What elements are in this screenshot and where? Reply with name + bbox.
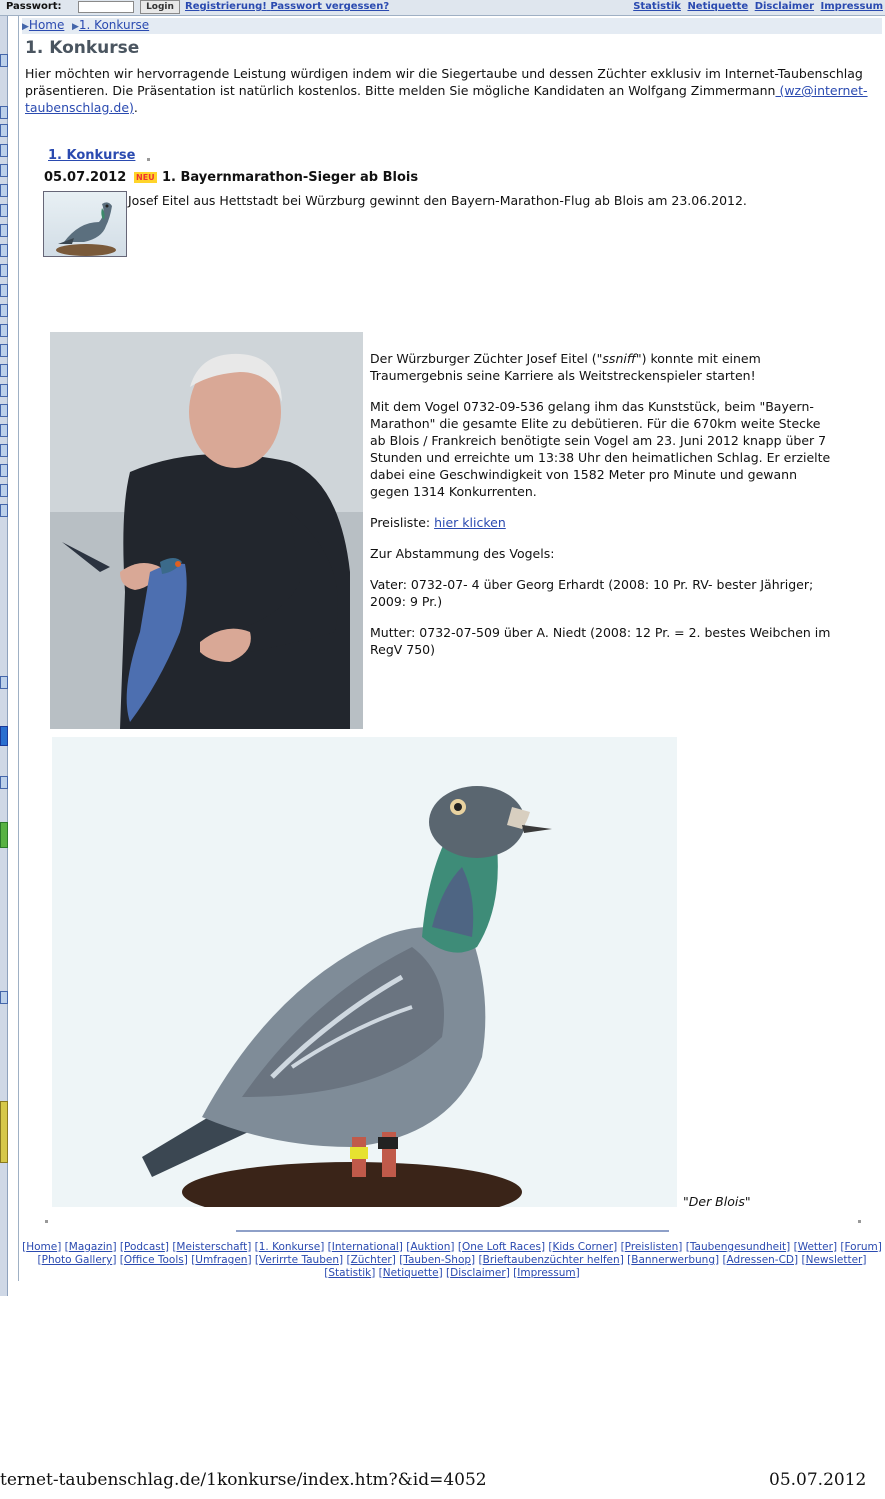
triangle-right-icon: ▶ <box>72 22 79 32</box>
breeder-with-pigeon-image <box>50 332 363 729</box>
footer-nav-link[interactable]: [Home] <box>22 1241 62 1253</box>
footer-nav-link[interactable]: [One Loft Races] <box>457 1241 546 1253</box>
article-text: Der Würzburger Züchter Josef Eitel (" <box>370 351 603 366</box>
sidebar-item[interactable] <box>0 144 8 157</box>
intro-end: . <box>133 100 138 115</box>
price-list-line <box>370 514 840 531</box>
netiquette-link[interactable]: Netiquette <box>687 1 749 12</box>
sidebar-item[interactable] <box>0 504 8 517</box>
footer-nav-link[interactable]: [Bannerwerbung] <box>627 1254 720 1266</box>
footer-nav-label: Disclaimer <box>450 1267 506 1279</box>
login-bar <box>0 0 885 16</box>
photo-caption: "Der Blois" <box>683 1194 751 1209</box>
sidebar-item[interactable] <box>0 204 8 217</box>
footer-nav-link[interactable]: [Tauben-Shop] <box>399 1254 476 1266</box>
footer-nav-label: Taubengesundheit <box>689 1241 787 1253</box>
sidebar-banner[interactable] <box>0 1101 8 1163</box>
footer-nav-link[interactable]: [Kids Corner] <box>548 1241 618 1253</box>
sidebar-item[interactable] <box>0 776 8 789</box>
sidebar-item[interactable] <box>0 304 8 317</box>
intro-text <box>25 65 875 116</box>
footer-nav-label: Photo Gallery <box>41 1254 113 1266</box>
sidebar-item[interactable] <box>0 364 8 377</box>
footer-nav-label: Adressen-CD <box>726 1254 795 1266</box>
footer-nav <box>22 1241 882 1280</box>
sidebar-item[interactable] <box>0 106 8 119</box>
footer-nav-label: 1. Konkurse <box>258 1241 321 1253</box>
footer-nav-label: Meisterschaft <box>176 1241 248 1253</box>
footer-nav-label: Home <box>26 1241 58 1253</box>
footer-divider <box>236 1230 669 1232</box>
footer-nav-label: Verirrte Tauben <box>259 1254 339 1266</box>
decor-dot <box>45 1220 48 1223</box>
sidebar-item[interactable] <box>0 444 8 457</box>
footer-nav-link[interactable]: [1. Konkurse] <box>254 1241 325 1253</box>
sidebar-item[interactable] <box>0 991 8 1004</box>
footer-nav-label: Kids Corner <box>552 1241 614 1253</box>
footer-nav-label: Netiquette <box>382 1267 439 1279</box>
breadcrumb-home[interactable]: Home <box>28 18 65 32</box>
post-thumbnail[interactable] <box>43 191 127 257</box>
footer-nav-link[interactable]: [Podcast] <box>119 1241 169 1253</box>
footer-nav-link[interactable]: [Brieftaubenzüchter helfen] <box>478 1254 624 1266</box>
login-button[interactable]: Login <box>140 0 180 14</box>
footer-nav-label: Office Tools <box>123 1254 184 1266</box>
footer-nav-label: Tauben-Shop <box>403 1254 472 1266</box>
article-paragraph <box>370 350 840 384</box>
pigeon-thumbnail-image <box>44 192 127 257</box>
register-link[interactable]: Registrierung! <box>185 1 267 12</box>
footer-nav-label: Podcast <box>124 1241 165 1253</box>
footer-nav-link[interactable]: [Meisterschaft] <box>172 1241 252 1253</box>
footer-nav-label: Züchter <box>350 1254 392 1266</box>
footer-nav-label: Bannerwerbung <box>631 1254 715 1266</box>
sidebar-item[interactable] <box>0 404 8 417</box>
sidebar-item[interactable] <box>0 184 8 197</box>
sidebar-item[interactable] <box>0 224 8 237</box>
breadcrumb-current[interactable]: 1. Konkurse <box>78 18 150 32</box>
sidebar-menu-strip <box>0 16 8 1296</box>
footer-nav-link[interactable]: [Verirrte Tauben] <box>254 1254 344 1266</box>
sidebar-item[interactable] <box>0 484 8 497</box>
pigeon-photo <box>52 737 677 1207</box>
page-title: 1. Konkurse <box>25 38 140 58</box>
breadcrumb <box>22 18 882 34</box>
footer-nav-link[interactable]: [Züchter] <box>346 1254 396 1266</box>
footer-nav-label: Wetter <box>797 1241 833 1253</box>
pedigree-father: Vater: 0732-07- 4 über Georg Erhardt (2008: 10 Pr. RV- bester Jähriger; 2009: 9 Pr.) <box>370 577 814 609</box>
sidebar-item[interactable] <box>0 344 8 357</box>
decor-dot <box>147 158 150 161</box>
sidebar-item[interactable] <box>0 264 8 277</box>
footer-nav-link[interactable]: [Umfragen] <box>191 1254 252 1266</box>
decor-dot <box>858 1220 861 1223</box>
footer-nav-label: One Loft Races <box>461 1241 541 1253</box>
triangle-right-icon: ▶ <box>22 22 29 32</box>
account-links <box>185 1 389 12</box>
breeder-photo <box>50 332 363 729</box>
footer-nav-label: Newsletter <box>805 1254 863 1266</box>
sidebar-banner[interactable] <box>0 726 8 746</box>
sidebar-item[interactable] <box>0 124 8 137</box>
footer-nav-label: Magazin <box>68 1241 113 1253</box>
footer-nav-link[interactable]: [Statistik] <box>324 1267 376 1279</box>
footer-nav-link[interactable]: [Impressum] <box>513 1267 580 1279</box>
breeder-nickname: ssniff <box>602 351 636 366</box>
price-list-link[interactable]: hier klicken <box>434 515 506 530</box>
sidebar-item[interactable] <box>0 164 8 177</box>
sidebar-item[interactable] <box>0 244 8 257</box>
disclaimer-link[interactable]: Disclaimer <box>754 1 815 12</box>
footer-nav-label: Impressum <box>517 1267 576 1279</box>
price-list-label: Preisliste: <box>370 515 435 530</box>
print-url: ternet-taubenschlag.de/1konkurse/index.htm?&id=4052 <box>0 1470 487 1490</box>
post-teaser: Josef Eitel aus Hettstadt bei Würzburg gewinnt den Bayern-Marathon-Flug ab Blois am 23.06.2012. <box>128 193 747 208</box>
pigeon-der-blois-image <box>52 737 677 1207</box>
footer-nav-link[interactable]: [Wetter] <box>793 1241 838 1253</box>
footer-nav-link[interactable]: [Disclaimer] <box>446 1267 510 1279</box>
footer-nav-label: International <box>331 1241 399 1253</box>
forgot-password-link[interactable]: Passwort vergessen? <box>270 1 390 12</box>
footer-nav-link[interactable]: [Adressen-CD] <box>722 1254 799 1266</box>
article-text: ") konnte mit einem Traumergebnis seine Karriere als Weitstreckenspieler starten! <box>370 351 761 383</box>
footer-nav-link[interactable]: [Office Tools] <box>119 1254 188 1266</box>
sidebar-item[interactable] <box>0 54 8 67</box>
password-input[interactable] <box>78 1 134 13</box>
statistik-link[interactable]: Statistik <box>633 1 681 12</box>
footer-nav-label: Preislisten <box>624 1241 679 1253</box>
section-link-konkurse[interactable]: 1. Konkurse <box>48 148 136 163</box>
footer-nav-link[interactable]: [Taubengesundheit] <box>685 1241 791 1253</box>
footer-nav-label: Brieftaubenzüchter helfen <box>482 1254 620 1266</box>
footer-nav-label: Statistik <box>328 1267 372 1279</box>
sidebar-item[interactable] <box>0 324 8 337</box>
footer-nav-label: Auktion <box>410 1241 451 1253</box>
footer-nav-link[interactable]: [International] <box>327 1241 403 1253</box>
print-date: 05.07.2012 <box>769 1470 867 1490</box>
sidebar-item[interactable] <box>0 284 8 297</box>
password-label: Passwort: <box>6 1 62 12</box>
sidebar-item[interactable] <box>0 384 8 397</box>
sidebar-banner[interactable] <box>0 822 8 848</box>
content-border <box>18 16 19 1281</box>
sidebar-item[interactable] <box>0 676 8 689</box>
post-title[interactable]: 1. Bayernmarathon-Sieger ab Blois <box>162 170 419 185</box>
footer-nav-link[interactable]: [Forum] <box>840 1241 882 1253</box>
pedigree-heading: Zur Abstammung des Vogels: <box>370 546 555 561</box>
footer-nav-label: Forum <box>844 1241 878 1253</box>
impressum-link[interactable]: Impressum <box>820 1 883 12</box>
article-body <box>370 350 840 672</box>
footer-nav-link[interactable]: [Magazin] <box>64 1241 117 1253</box>
footer-nav-label: Umfragen <box>195 1254 248 1266</box>
top-right-links <box>630 1 883 12</box>
footer-nav-link[interactable]: [Newsletter] <box>801 1254 867 1266</box>
article-paragraph: Mit dem Vogel 0732-09-536 gelang ihm das Kunststück, beim "Bayern-Marathon" die gesamte Elite zu debütieren. Für die 670km weite Stecke ab Blois / Frankreich benötigte sein Vogel am 23. Juni 2012 knapp über 7 Stunden und erreichte um 13:38 Uhr den heimatlichen Schlag. Er erzielte dabei eine Geschwindigkeit von 1582 Meter pro Minute und gewann gegen 1314 Konkurrenten. <box>370 399 831 499</box>
contact-email-link[interactable]: (wz@internet-taubenschlag.de) <box>25 83 868 115</box>
sidebar-item[interactable] <box>0 464 8 477</box>
footer-nav-link[interactable]: [Preislisten] <box>620 1241 683 1253</box>
footer-nav-link[interactable]: [Auktion] <box>406 1241 455 1253</box>
footer-nav-link[interactable]: [Netiquette] <box>378 1267 443 1279</box>
footer-nav-link[interactable]: [Photo Gallery] <box>37 1254 117 1266</box>
intro-body: Hier möchten wir hervorragende Leistung würdigen indem wir die Siegertaube und dessen Züchter exklusiv im Internet-Taubenschlag präsentieren. Die Präsentation ist natürlich kostenlos. Bitte melden Sie mögliche Kandidaten an Wolfgang Zimmermann <box>25 66 863 98</box>
new-badge: NEU <box>136 173 155 182</box>
sidebar-item[interactable] <box>0 424 8 437</box>
post-date: 05.07.2012 <box>44 170 127 185</box>
pedigree-mother: Mutter: 0732-07-509 über A. Niedt (2008: 12 Pr. = 2. bestes Weibchen im RegV 750) <box>370 625 831 657</box>
